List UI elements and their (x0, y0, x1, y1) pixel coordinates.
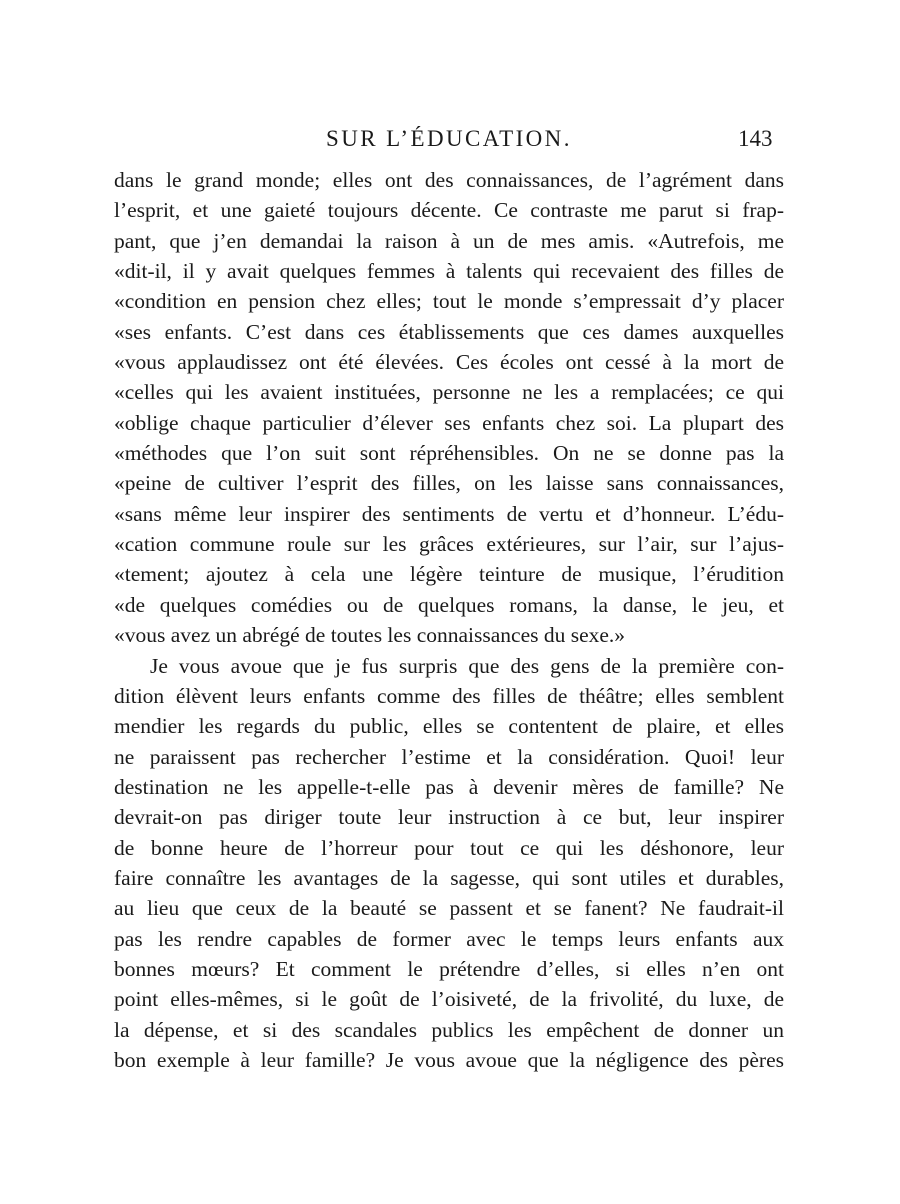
text-line: point elles-mêmes, si le goût de l’oisiveté, de la frivolité, du luxe, de (114, 987, 784, 1012)
text-line: «dit-il, il y avait quelques femmes à talents qui recevaient des filles de (114, 259, 784, 284)
text-line: «vous applaudissez ont été élevées. Ces écoles ont cessé à la mort de (114, 350, 784, 375)
text-line: «peine de cultiver l’esprit des filles, on les laisse sans connaissances, (114, 471, 784, 496)
text-line: destination ne les appelle-t-elle pas à devenir mères de famille? Ne (114, 774, 784, 799)
text-line: devrait-on pas diriger toute leur instruction à ce but, leur inspirer (114, 805, 784, 830)
text-line: pas les rendre capables de former avec le temps leurs enfants aux (114, 926, 784, 951)
running-title: SUR L’ÉDUCATION. (326, 126, 572, 151)
text-line: «ses enfants. C’est dans ces établissements que ces dames auxquelles (114, 319, 784, 344)
text-line: bon exemple à leur famille? Je vous avoue que la négligence des pères (114, 1047, 784, 1072)
text-line: «oblige chaque particulier d’élever ses enfants chez soi. La plupart des (114, 410, 784, 435)
text-line: la dépense, et si des scandales publics les empêchent de donner un (114, 1017, 784, 1042)
text-line: «celles qui les avaient instituées, personne ne les a remplacées; ce qui (114, 380, 784, 405)
text-line: «cation commune roule sur les grâces extérieures, sur l’air, sur l’ajus- (114, 532, 784, 557)
text-line: «condition en pension chez elles; tout le monde s’empressait d’y placer (114, 289, 784, 314)
text-line: ne paraissent pas rechercher l’estime et la considération. Quoi! leur (114, 744, 784, 769)
text-line: de bonne heure de l’horreur pour tout ce qui les déshonore, leur (114, 835, 784, 860)
text-line: «tement; ajoutez à cela une légère teinture de musique, l’érudition (114, 562, 784, 587)
text-line: «vous avez un abrégé de toutes les connaissances du sexe.» (114, 623, 626, 648)
text-line: bonnes mœurs? Et comment le prétendre d’elles, si elles n’en ont (114, 956, 784, 981)
text-line: Je vous avoue que je fus surpris que des gens de la première con- (150, 653, 784, 678)
text-line: «méthodes que l’on suit sont répréhensibles. On ne se donne pas la (114, 441, 784, 466)
running-head (0, 122, 900, 156)
text-line: pant, que j’en demandai la raison à un de mes amis. «Autrefois, me (114, 228, 784, 253)
body-text (114, 165, 784, 1075)
page-number: 143 (738, 126, 773, 151)
text-line: l’esprit, et une gaieté toujours décente. Ce contraste me parut si frap- (114, 198, 784, 223)
text-line: dition élèvent leurs enfants comme des filles de théâtre; elles semblent (114, 683, 784, 708)
text-line: «sans même leur inspirer des sentiments de vertu et d’honneur. L’édu- (114, 501, 784, 526)
text-line: au lieu que ceux de la beauté se passent et se fanent? Ne faudrait-il (114, 896, 784, 921)
text-line: «de quelques comédies ou de quelques romans, la danse, le jeu, et (114, 592, 784, 617)
text-line: mendier les regards du public, elles se contentent de plaire, et elles (114, 714, 784, 739)
text-line: dans le grand monde; elles ont des connaissances, de l’agrément dans (114, 168, 784, 192)
text-line: faire connaître les avantages de la sagesse, qui sont utiles et durables, (114, 865, 784, 890)
paragraph-2 (114, 651, 784, 1076)
paragraph-1 (114, 165, 784, 651)
